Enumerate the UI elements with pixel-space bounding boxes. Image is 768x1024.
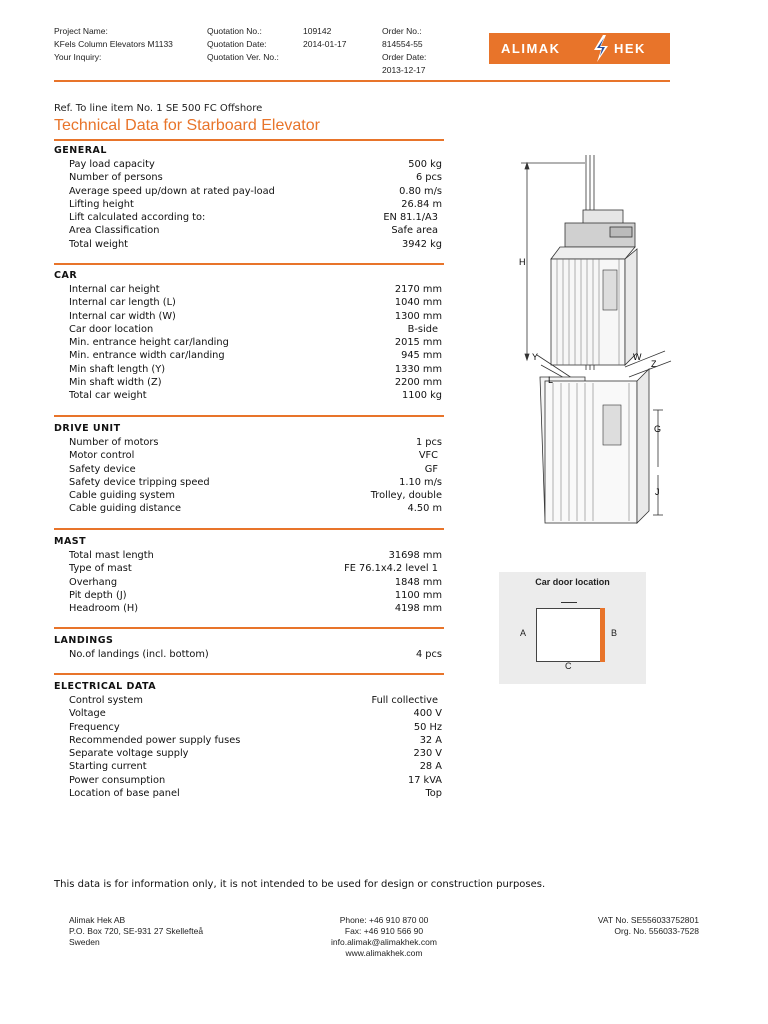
spec-label: Separate voltage supply: [69, 748, 189, 760]
spec-row: [54, 602, 444, 615]
quotation-date-value: 2014-01-17: [303, 39, 347, 49]
section-landings: [54, 632, 444, 661]
spec-row: [54, 576, 444, 589]
spec-value: 0.80 m/s: [399, 185, 442, 197]
spec-value: 26.84 m: [401, 198, 442, 210]
spec-row: [54, 774, 444, 787]
footer-org: Org. No. 556033-7528: [614, 926, 699, 936]
spec-value: 2200 mm: [394, 377, 442, 389]
alimak-hek-logo: [489, 33, 670, 64]
spec-value: Top: [425, 788, 442, 800]
elevator-diagram: [515, 155, 675, 525]
title-rule: [54, 139, 444, 141]
section-electrical: [54, 678, 444, 800]
dim-label-z: Z: [651, 359, 657, 369]
spec-row: [54, 363, 444, 376]
spec-label: Min shaft width (Z): [69, 377, 162, 389]
spec-row: [54, 238, 444, 251]
header-col-quotation-values: [303, 25, 346, 51]
spec-value: 31698 mm: [388, 550, 442, 561]
door-label-a: A: [520, 628, 527, 638]
section-rule: [54, 263, 444, 265]
logo-left-text: ALIMAK: [501, 41, 561, 56]
reference-line: Ref. To line item No. 1 SE 500 FC Offshore: [54, 103, 263, 114]
spec-label: Headroom (H): [69, 603, 139, 615]
spec-label: Recommended power supply fuses: [69, 734, 241, 746]
spec-label: Type of mast: [69, 563, 132, 575]
spec-row: [54, 310, 444, 323]
spec-label: Pay load capacity: [69, 159, 155, 170]
footer-email[interactable]: info.alimak@alimakhek.com: [331, 937, 437, 947]
spec-label: Lifting height: [69, 198, 134, 210]
spec-value: EN 81.1/A3: [383, 212, 438, 224]
spec-value: 1.10 m/s: [399, 476, 442, 488]
spec-row: [54, 323, 444, 336]
page-title: Technical Data for Starboard Elevator: [54, 117, 320, 134]
spec-row: [54, 489, 444, 502]
spec-value: 1100 mm: [394, 589, 442, 601]
section-title: LANDINGS: [54, 635, 114, 646]
spec-row: [54, 502, 444, 515]
footer-fax: Fax: +46 910 566 90: [344, 926, 424, 936]
spec-label: Average speed up/down at rated pay-load: [69, 185, 275, 197]
footer-vat: VAT No. SE556033752801: [597, 915, 699, 925]
spec-label: Car door location: [69, 323, 154, 335]
spec-row: [54, 389, 444, 402]
section-title: ELECTRICAL DATA: [54, 681, 157, 692]
spec-value: 1100 kg: [402, 390, 442, 402]
spec-row: [54, 376, 444, 389]
spec-value: 500 kg: [408, 159, 442, 170]
spec-value: VFC: [418, 450, 438, 462]
spec-row: [54, 224, 444, 237]
spec-value: FE 76.1x4.2 level 1: [344, 563, 438, 575]
section-general: [54, 142, 444, 251]
order-date-label: Order Date:: [382, 52, 427, 62]
spec-value: 4.50 m: [407, 503, 442, 515]
dim-label-g: G: [654, 424, 662, 434]
footer-registration: [540, 915, 699, 937]
door-label-c: C: [565, 661, 572, 671]
spec-row: [54, 436, 444, 449]
spec-label: Cable guiding distance: [69, 503, 182, 515]
logo-right-text: HEK: [614, 41, 646, 56]
spec-label: Internal car length (L): [69, 297, 176, 309]
quotation-no-value: 109142: [303, 26, 332, 36]
spec-row: [54, 694, 444, 707]
spec-row: [54, 734, 444, 747]
spec-value: Trolley, double: [370, 490, 442, 502]
spec-label: Pit depth (J): [69, 589, 127, 601]
spec-value: 17 kVA: [407, 774, 442, 786]
spec-row: [54, 171, 444, 184]
footer-company: Alimak Hek AB: [69, 915, 126, 925]
spec-value: 1300 mm: [394, 310, 442, 322]
footer-phone: Phone: +46 910 870 00: [339, 915, 429, 925]
spec-label: Power consumption: [69, 774, 166, 786]
spec-label: Min. entrance width car/landing: [69, 350, 225, 362]
dim-label-l: L: [548, 375, 554, 385]
spec-row: [54, 449, 444, 462]
car-floor-outline: [536, 608, 604, 662]
spec-label: No.of landings (incl. bottom): [69, 649, 209, 660]
spec-value: 400 V: [413, 708, 442, 720]
spec-label: Starting current: [69, 761, 147, 773]
section-title: MAST: [54, 536, 87, 547]
dim-label-h: H: [519, 257, 526, 267]
spec-value: 28 A: [419, 761, 442, 773]
project-name-value: KFels Column Elevators M1133: [54, 39, 173, 49]
spec-row: [54, 562, 444, 575]
spec-row: [54, 198, 444, 211]
section-title: DRIVE UNIT: [54, 423, 121, 434]
spec-row: [54, 283, 444, 296]
footer-postal: P.O. Box 720, SE-931 27 Skellefteå: [69, 926, 204, 936]
spec-label: Total mast length: [69, 550, 154, 561]
spec-value: 1040 mm: [394, 297, 442, 309]
dim-label-j: J: [655, 487, 660, 497]
spec-row: [54, 349, 444, 362]
spec-label: Internal car height: [69, 284, 160, 295]
dim-label-y: Y: [532, 352, 539, 362]
door-side-b-marker: [600, 608, 605, 662]
car-door-location-title: Car door location: [535, 577, 610, 587]
spec-label: Cable guiding system: [69, 490, 175, 502]
your-inquiry-label: Your Inquiry:: [54, 52, 102, 62]
spec-label: Min shaft length (Y): [69, 363, 166, 375]
spec-row: [54, 211, 444, 224]
spec-label: Min. entrance height car/landing: [69, 337, 229, 349]
spec-row: [54, 589, 444, 602]
spec-row: [54, 476, 444, 489]
spec-value: 50 Hz: [413, 721, 442, 733]
spec-label: Internal car width (W): [69, 310, 176, 322]
footer-website[interactable]: www.alimakhek.com: [345, 948, 423, 958]
spec-label: Overhang: [69, 576, 118, 588]
spec-value: 3942 kg: [402, 238, 442, 250]
quotation-ver-label: Quotation Ver. No.:: [207, 52, 279, 62]
spec-value: GF: [424, 463, 438, 475]
spec-row: [54, 296, 444, 309]
spec-row: [54, 463, 444, 476]
spec-label: Control system: [69, 695, 143, 706]
door-handle-icon: [561, 602, 577, 606]
project-name-label: Project Name:: [54, 26, 108, 36]
spec-label: Number of persons: [69, 172, 163, 184]
spec-row: [54, 336, 444, 349]
spec-label: Safety device tripping speed: [69, 476, 210, 488]
spec-value: 2170 mm: [394, 284, 442, 295]
spec-label: Area Classification: [69, 225, 160, 237]
spec-value: 230 V: [413, 748, 442, 760]
quotation-no-label: Quotation No.:: [207, 26, 262, 36]
spec-value: 1330 mm: [394, 363, 442, 375]
quotation-date-label: Quotation Date:: [207, 39, 267, 49]
spec-row: [54, 747, 444, 760]
spec-value: 2015 mm: [394, 337, 442, 349]
spec-value: B-side: [407, 323, 438, 335]
spec-row: [54, 648, 444, 661]
footer-contact: [300, 915, 468, 959]
order-date-value: 2013-12-17: [382, 65, 426, 75]
spec-value: 4 pcs: [415, 649, 442, 660]
door-label-b: B: [611, 628, 618, 638]
spec-value: 6 pcs: [415, 172, 442, 184]
spec-row: [54, 721, 444, 734]
logo-bolt-icon: [590, 35, 612, 62]
spec-value: 1 pcs: [415, 437, 442, 448]
spec-value: 945 mm: [401, 350, 442, 362]
dim-label-w: W: [633, 352, 642, 362]
section-rule: [54, 627, 444, 629]
header-col-project: [54, 25, 173, 64]
spec-value: 4198 mm: [394, 603, 442, 615]
order-no-label: Order No.:: [382, 26, 422, 36]
section-title: GENERAL: [54, 145, 107, 156]
spec-row: [54, 760, 444, 773]
section-title: CAR: [54, 270, 78, 281]
spec-label: Lift calculated according to:: [69, 212, 206, 224]
spec-label: Safety device: [69, 463, 136, 475]
section-drive-unit: [54, 420, 444, 516]
spec-value: 1848 mm: [394, 576, 442, 588]
spec-row: [54, 549, 444, 562]
header-col-order: [382, 25, 426, 77]
disclaimer: This data is for information only, it is not intended to be used for design or construction purposes.: [54, 879, 546, 890]
section-rule: [54, 673, 444, 675]
footer-country: Sweden: [69, 937, 100, 947]
section-mast: [54, 533, 444, 615]
spec-label: Frequency: [69, 721, 120, 733]
spec-row: [54, 707, 444, 720]
section-rule: [54, 415, 444, 417]
spec-row: [54, 158, 444, 171]
spec-value: Safe area: [391, 225, 438, 237]
spec-label: Total weight: [69, 238, 129, 250]
footer-address: [69, 915, 203, 948]
spec-value: 32 A: [419, 734, 442, 746]
spec-label: Location of base panel: [69, 788, 180, 800]
spec-label: Total car weight: [69, 390, 147, 402]
spec-label: Motor control: [69, 450, 135, 462]
section-rule: [54, 528, 444, 530]
spec-row: [54, 787, 444, 800]
spec-label: Voltage: [69, 708, 106, 720]
section-car: [54, 267, 444, 403]
spec-label: Number of motors: [69, 437, 159, 448]
header-rule: [54, 80, 670, 82]
header-col-quotation-labels: [207, 25, 279, 64]
spec-row: [54, 185, 444, 198]
car-door-location-diagram: [499, 572, 646, 684]
order-no-value: 814554-55: [382, 39, 423, 49]
spec-value: Full collective: [371, 695, 438, 706]
